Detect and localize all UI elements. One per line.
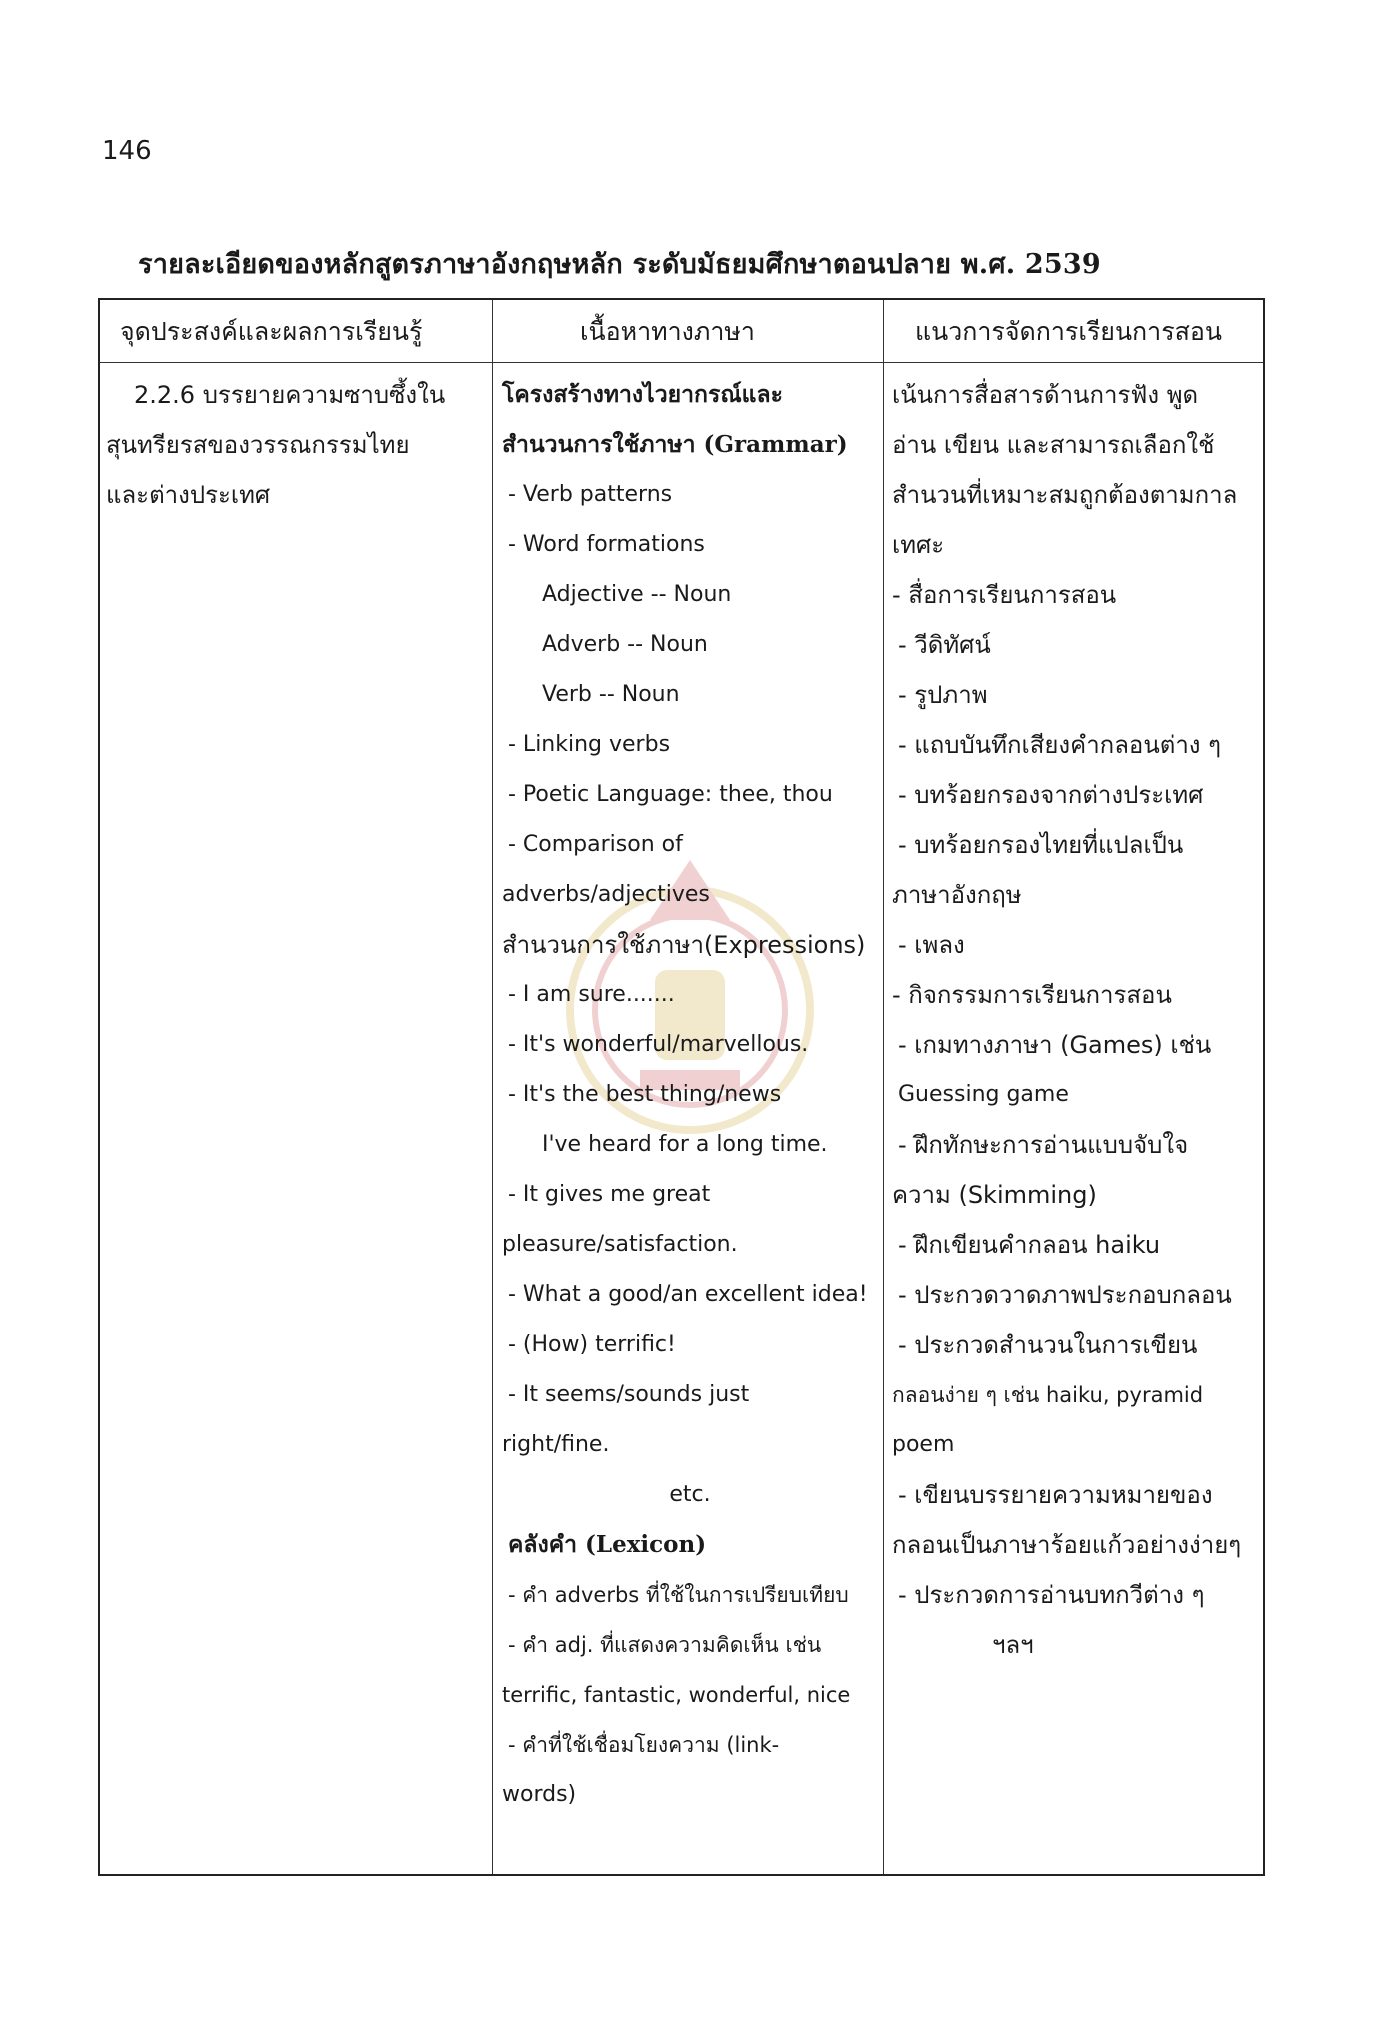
approach-line: สำนวนที่เหมาะสมถูกต้องตามกาล [892,481,1238,509]
teaching-approach-column [892,370,1262,1670]
content-line: right/fine. [502,1432,610,1457]
approach-line: - ประกวดการอ่านบทกวีต่าง ๆ [898,1581,1205,1609]
content-line: Verb -- Noun [542,682,680,707]
header-objectives: จุดประสงค์และผลการเรียนรู้ [120,317,423,346]
approach-line: - กิจกรรมการเรียนการสอน [892,981,1172,1009]
content-line: โครงสร้างทางไวยากรณ์และ [502,381,783,408]
approach-line: - ประกวดวาดภาพประกอบกลอน [898,1281,1232,1309]
approach-line: - รูปภาพ [898,681,988,709]
content-line: Adjective -- Noun [542,582,732,607]
content-line: - It's the best thing/news [508,1082,782,1107]
content-line: - It gives me great [508,1182,711,1207]
approach-line: เน้นการสื่อสารด้านการฟัง พูด [892,381,1199,409]
approach-line: ความ (Skimming) [892,1181,1097,1209]
content-line: words) [502,1782,577,1807]
content-line: I've heard for a long time. [542,1132,828,1157]
approach-line: - บทร้อยกรองไทยที่แปลเป็น [898,831,1184,859]
objectives-column [106,370,486,520]
curriculum-table [98,298,1265,1876]
content-line: etc. [669,1482,711,1507]
content-line: - Comparison of [508,832,683,857]
content-line: - คำ adj. ที่แสดงความคิดเห็น เช่น [508,1633,822,1657]
content-line: สำนวนการใช้ภาษา(Expressions) [502,931,866,959]
content-line: - คำที่ใช้เชื่อมโยงความ (link- [508,1733,780,1757]
content-line: - Word formations [508,532,705,557]
content-line: - It's wonderful/marvellous. [508,1032,809,1057]
approach-line: - วีดิทัศน์ [898,631,991,659]
language-content-column [502,370,878,1820]
approach-line: - บทร้อยกรองจากต่างประเทศ [898,781,1204,809]
content-line: - What a good/an excellent idea! [508,1282,868,1307]
content-line: Adverb -- Noun [542,632,708,657]
approach-line: เทศะ [892,531,945,559]
content-line: คลังคำ (Lexicon) [508,1531,707,1558]
content-line: สำนวนการใช้ภาษา (Grammar) [502,431,848,458]
page-number: 146 [102,136,152,166]
approach-line: - ฝึกเขียนคำกลอน haiku [898,1231,1161,1259]
header-language-content: เนื้อหาทางภาษา [580,317,755,346]
content-line: - It seems/sounds just [508,1382,750,1407]
content-line: - คำ adverbs ที่ใช้ในการเปรียบเทียบ [508,1583,849,1607]
document-title: รายละเอียดของหลักสูตรภาษาอังกฤษหลัก ระดับมัธยมศึกษาตอนปลาย พ.ศ. 2539 [138,249,1101,280]
content-line: - Verb patterns [508,482,673,507]
approach-line: poem [892,1432,955,1457]
approach-line: - แถบบันทึกเสียงคำกลอนต่าง ๆ [898,731,1222,759]
header-teaching-approach: แนวการจัดการเรียนการสอน [915,317,1223,346]
approach-line: ฯลฯ [992,1631,1034,1659]
approach-line: - ประกวดสำนวนในการเขียน [898,1331,1198,1359]
approach-line: - เกมทางภาษา (Games) เช่น [898,1031,1212,1059]
column-divider [883,300,884,1874]
approach-line: กลอนง่าย ๆ เช่น haiku, pyramid [892,1383,1204,1407]
content-line: adverbs/adjectives [502,882,710,907]
content-line: - I am sure....... [508,982,675,1007]
objective-line: 2.2.6 บรรยายความซาบซึ้งใน [134,381,446,409]
objective-line: สุนทรียรสของวรรณกรรมไทย [106,431,410,459]
approach-line: ภาษาอังกฤษ [892,881,1022,909]
header-divider [100,362,1263,363]
content-line: terrific, fantastic, wonderful, nice [502,1683,851,1707]
content-line: - (How) terrific! [508,1332,676,1357]
content-line: pleasure/satisfaction. [502,1232,738,1257]
content-line: - Poetic Language: thee, thou [508,782,833,807]
column-divider [492,300,493,1874]
objective-line: และต่างประเทศ [106,481,271,509]
approach-line: - ฝึกทักษะการอ่านแบบจับใจ [898,1131,1189,1159]
content-line: - Linking verbs [508,732,671,757]
approach-line: - เพลง [898,931,965,959]
approach-line: - เขียนบรรยายความหมายของ [898,1481,1213,1509]
approach-line: Guessing game [898,1082,1069,1107]
approach-line: กลอนเป็นภาษาร้อยแก้วอย่างง่ายๆ [892,1531,1242,1559]
approach-line: - สื่อการเรียนการสอน [892,581,1117,609]
approach-line: อ่าน เขียน และสามารถเลือกใช้ [892,431,1215,459]
